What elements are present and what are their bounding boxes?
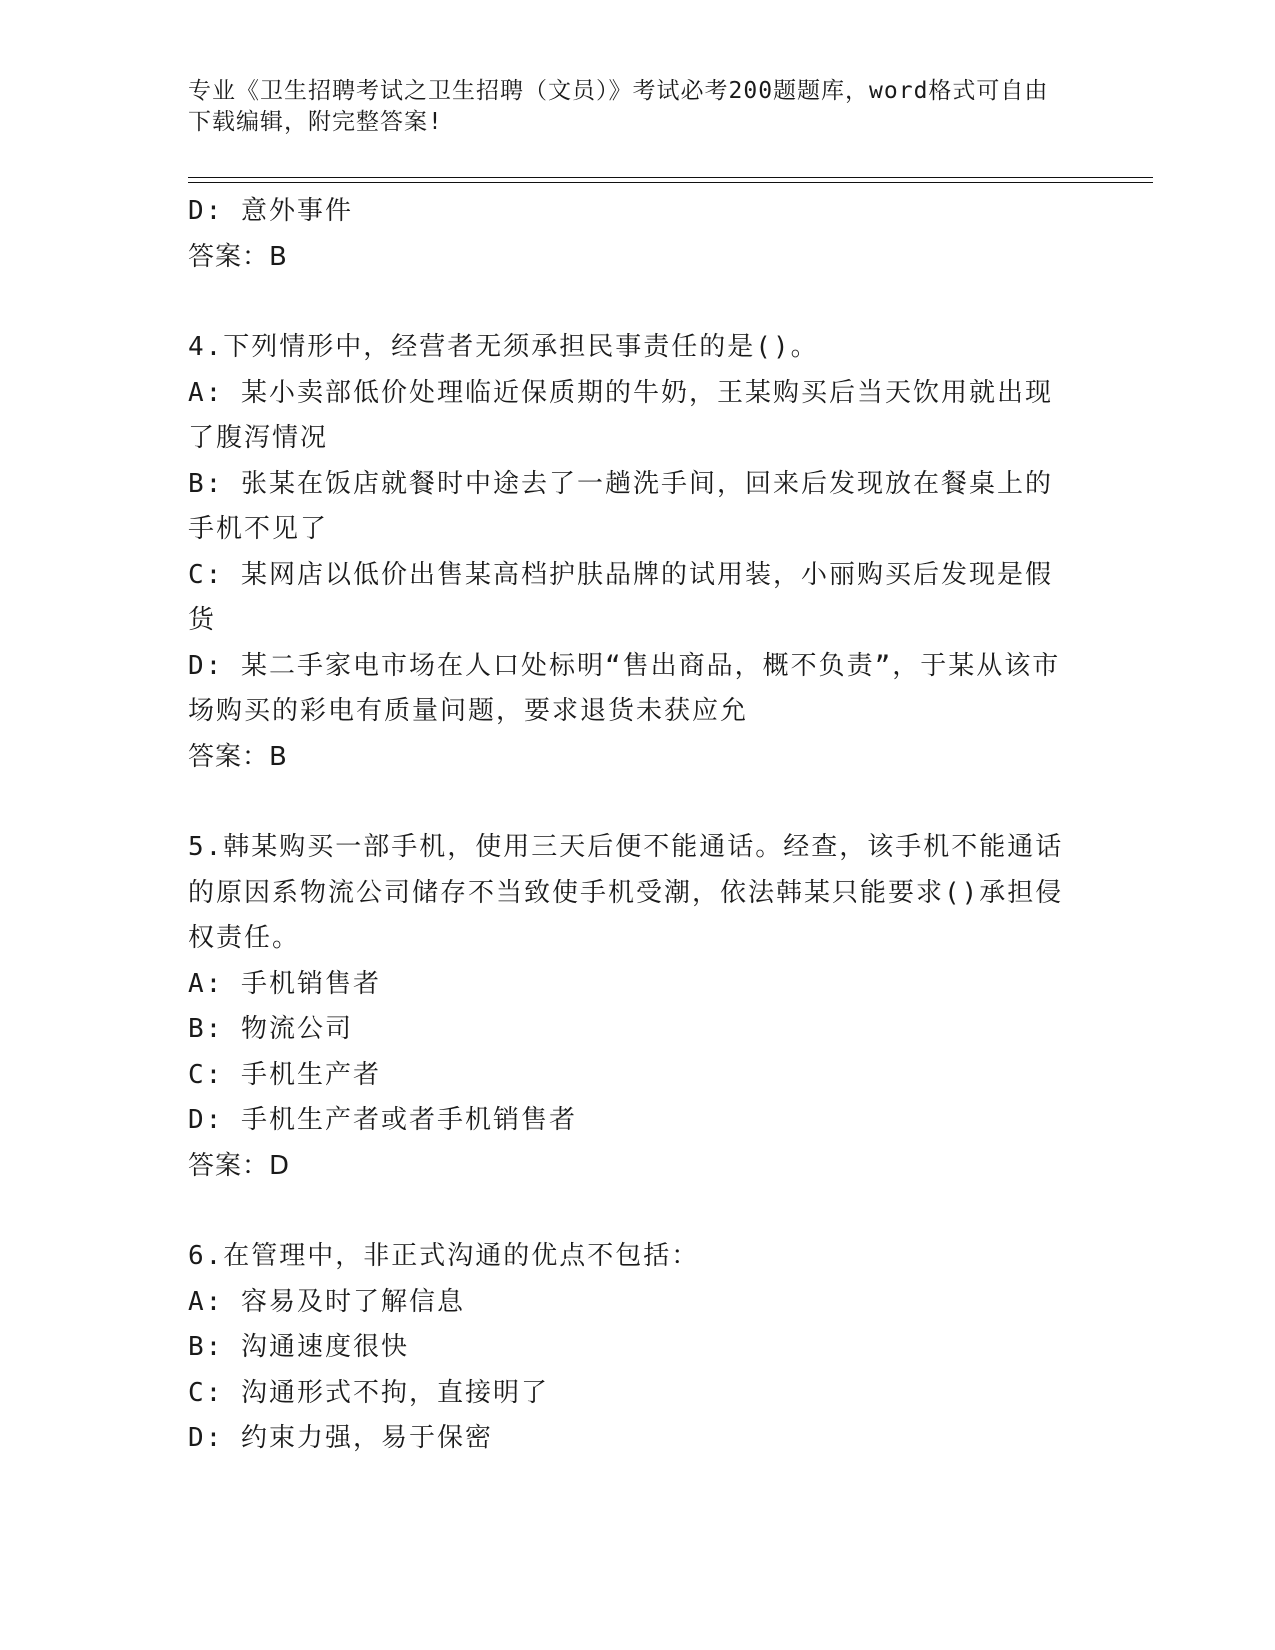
option-d: D: 约束力强，易于保密 [188, 1423, 493, 1453]
document-header [188, 76, 1068, 138]
answer: 答案：B [188, 241, 288, 272]
option-b: B: 物流公司 [188, 1014, 353, 1044]
header-rule-bottom [188, 182, 1153, 183]
question-text: 5.韩某购买一部手机，使用三天后便不能通话。经查，该手机不能通话的原因系物流公司储存不当致使手机受潮，依法韩某只能要求()承担侵权责任。 [188, 832, 1064, 953]
option-c: C: 手机生产者 [188, 1059, 381, 1090]
option-d: D: 意外事件 [188, 196, 353, 226]
question-text: 4.下列情形中，经营者无须承担民事责任的是()。 [188, 332, 819, 362]
option-a: A: 某小卖部低价处理临近保质期的牛奶，王某购买后当天饮用就出现了腹泻情况 [188, 377, 1053, 453]
option-a: A: 容易及时了解信息 [188, 1286, 465, 1317]
answer: 答案：D [188, 1150, 291, 1181]
header-rule-top [188, 177, 1153, 178]
question-text: 6.在管理中，非正式沟通的优点不包括： [188, 1241, 700, 1271]
answer: 答案：B [188, 741, 288, 772]
option-b: B: 张某在饭店就餐时中途去了一趟洗手间，回来后发现放在餐桌上的手机不见了 [188, 468, 1053, 544]
option-a: A: 手机销售者 [188, 968, 381, 999]
question-4 [188, 325, 1068, 780]
question-6 [188, 1234, 1068, 1462]
header-text: 专业《卫生招聘考试之卫生招聘（文员）》考试必考200题题库，word格式可自由下载编辑，附完整答案! [188, 78, 1049, 135]
option-c: C: 沟通形式不拘，直接明了 [188, 1377, 549, 1408]
question-5 [188, 825, 1068, 1189]
option-d: D: 某二手家电市场在人口处标明“售出商品，概不负责”，于某从该市场购买的彩电有质量问题，要求退货未获应允 [188, 650, 1061, 726]
previous-question-tail [188, 189, 1068, 280]
document-body [188, 189, 1068, 1462]
option-b: B: 沟通速度很快 [188, 1332, 409, 1362]
option-d: D: 手机生产者或者手机销售者 [188, 1105, 577, 1135]
option-c: C: 某网店以低价出售某高档护肤品牌的试用装，小丽购买后发现是假货 [188, 559, 1053, 635]
